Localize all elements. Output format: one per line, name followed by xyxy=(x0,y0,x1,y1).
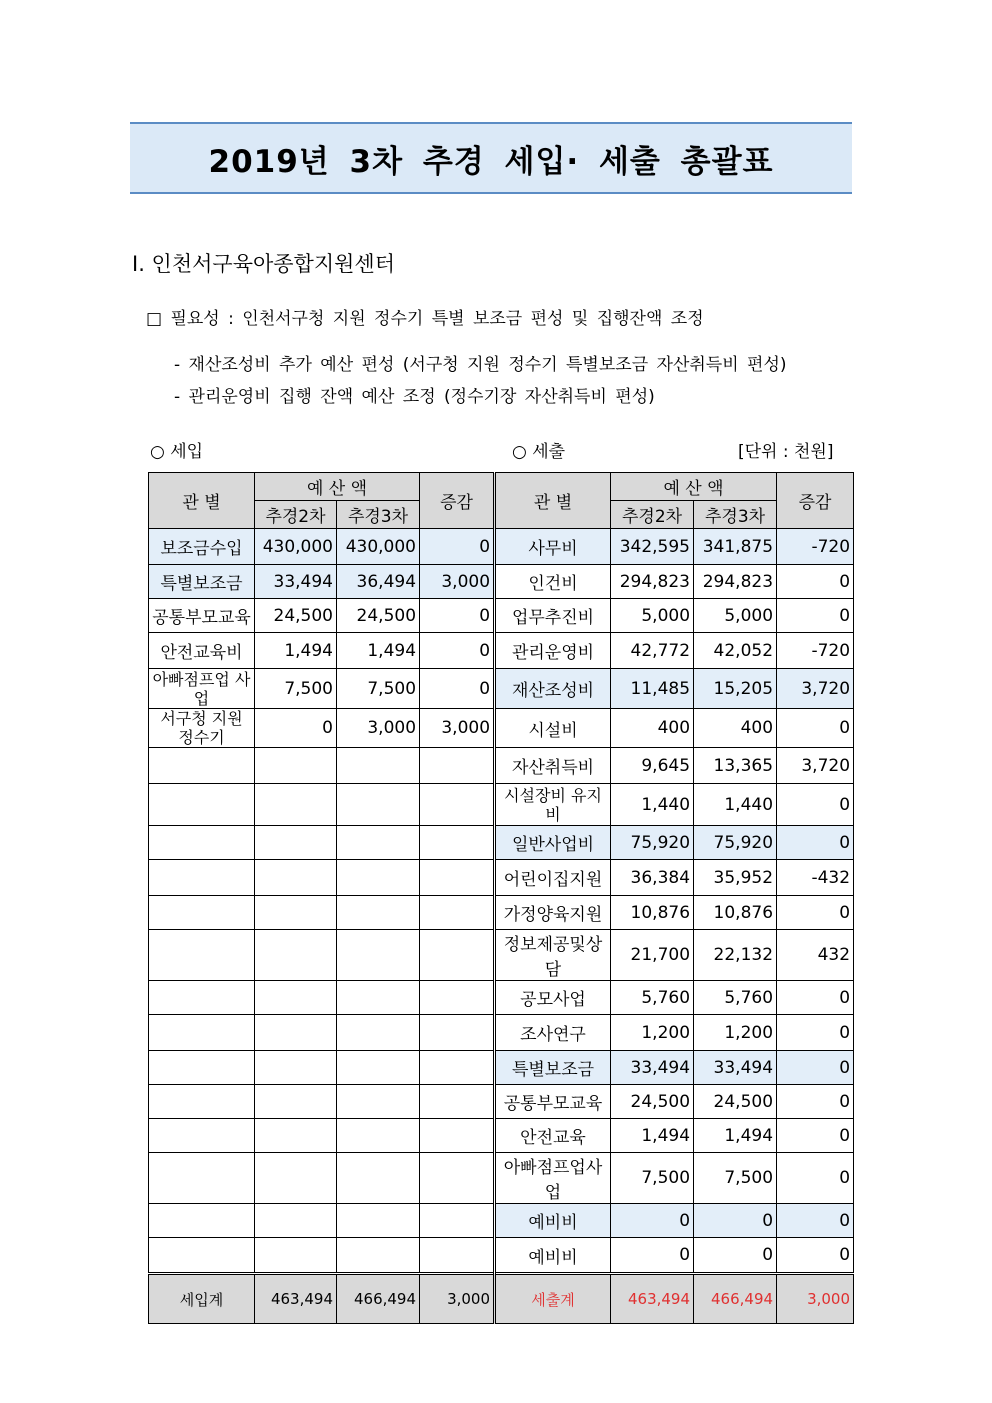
expense-value-3: 33,494 xyxy=(694,1051,777,1085)
income-item-name xyxy=(149,1204,255,1238)
income-total-name: 세입계 xyxy=(149,1274,255,1324)
income-change-header: 증감 xyxy=(420,473,495,529)
income-value-3: 3,000 xyxy=(337,709,420,748)
income-value-2 xyxy=(255,896,337,930)
income-change xyxy=(420,1051,495,1085)
income-value-3 xyxy=(337,896,420,930)
expense-item-name: 특별보조금 xyxy=(495,1051,611,1085)
expense-item-name: 정보제공및상담 xyxy=(495,930,611,981)
income-change: 3,000 xyxy=(420,709,495,748)
expense-value-3: 13,365 xyxy=(694,748,777,784)
expense-value-3: 400 xyxy=(694,709,777,748)
expense-item-name: 어린이집지원 xyxy=(495,860,611,896)
income-change xyxy=(420,1153,495,1204)
expense-item-name: 예비비 xyxy=(495,1238,611,1274)
income-item-name: 특별보조금 xyxy=(149,565,255,599)
income-value-2 xyxy=(255,1085,337,1119)
income-value-2 xyxy=(255,1238,337,1274)
expense-change: 0 xyxy=(777,784,854,826)
income-change xyxy=(420,748,495,784)
income-value-2 xyxy=(255,748,337,784)
expense-item-name: 재산조성비 xyxy=(495,669,611,709)
expense-item-name: 일반사업비 xyxy=(495,826,611,860)
table-row xyxy=(149,826,854,860)
income-value-2 xyxy=(255,1204,337,1238)
table-row xyxy=(149,896,854,930)
income-change: 0 xyxy=(420,529,495,565)
expense-value-3: 24,500 xyxy=(694,1085,777,1119)
table-row xyxy=(149,748,854,784)
expense-change: 0 xyxy=(777,565,854,599)
expense-total-3: 466,494 xyxy=(694,1274,777,1324)
income-value-3: 430,000 xyxy=(337,529,420,565)
page-title: 2019년 3차 추경 세입· 세출 총괄표 xyxy=(208,143,774,180)
expense-value-2: 42,772 xyxy=(611,633,694,669)
income-item-name: 보조금수입 xyxy=(149,529,255,565)
expense-change: 0 xyxy=(777,981,854,1015)
expense-value-3: 42,052 xyxy=(694,633,777,669)
expense-value-2: 342,595 xyxy=(611,529,694,565)
need-statement: □ 필요성 : 인천서구청 지원 정수기 특별 보조금 편성 및 집행잔액 조정 xyxy=(146,309,704,329)
expense-value-2: 294,823 xyxy=(611,565,694,599)
income-value-3 xyxy=(337,860,420,896)
table-row xyxy=(149,860,854,896)
income-item-name: 안전교육비 xyxy=(149,633,255,669)
income-change xyxy=(420,826,495,860)
income-value-3 xyxy=(337,1119,420,1153)
expense-value-2: 11,485 xyxy=(611,669,694,709)
expense-change: -720 xyxy=(777,633,854,669)
income-change: 0 xyxy=(420,669,495,709)
income-change xyxy=(420,1238,495,1274)
expense-value-2: 75,920 xyxy=(611,826,694,860)
expense-budget-header: 예 산 액 xyxy=(611,473,777,501)
expense-value-3: 22,132 xyxy=(694,930,777,981)
income-change: 0 xyxy=(420,633,495,669)
table-row xyxy=(149,529,854,565)
expense-value-3: 5,760 xyxy=(694,981,777,1015)
table-row xyxy=(149,784,854,826)
table-row xyxy=(149,565,854,599)
expense-value-3: 0 xyxy=(694,1238,777,1274)
income-total-2: 463,494 xyxy=(255,1274,337,1324)
income-value-2: 7,500 xyxy=(255,669,337,709)
table-row xyxy=(149,981,854,1015)
income-label: ○ 세입 xyxy=(150,442,204,462)
income-item-name xyxy=(149,896,255,930)
income-value-2: 24,500 xyxy=(255,599,337,633)
expense-col2-header: 추경2차 xyxy=(611,501,694,529)
table-row xyxy=(149,1119,854,1153)
table-row xyxy=(149,669,854,709)
expense-total-name: 세출계 xyxy=(495,1274,611,1324)
expense-change: 0 xyxy=(777,1153,854,1204)
expense-value-3: 5,000 xyxy=(694,599,777,633)
budget-table xyxy=(148,472,854,1324)
income-value-3 xyxy=(337,1015,420,1051)
expense-value-2: 36,384 xyxy=(611,860,694,896)
expense-value-3: 1,440 xyxy=(694,784,777,826)
expense-item-name: 공모사업 xyxy=(495,981,611,1015)
income-value-3 xyxy=(337,1204,420,1238)
income-value-3 xyxy=(337,981,420,1015)
expense-change: 3,720 xyxy=(777,669,854,709)
income-item-name: 공통부모교육 xyxy=(149,599,255,633)
income-value-2 xyxy=(255,1153,337,1204)
expense-change: 0 xyxy=(777,896,854,930)
income-value-3 xyxy=(337,1238,420,1274)
income-col3-header: 추경3차 xyxy=(337,501,420,529)
income-item-name: 서구청 지원 정수기 xyxy=(149,709,255,748)
income-value-3 xyxy=(337,1085,420,1119)
income-value-2 xyxy=(255,1051,337,1085)
expense-value-2: 21,700 xyxy=(611,930,694,981)
expense-value-2: 9,645 xyxy=(611,748,694,784)
expense-item-name: 사무비 xyxy=(495,529,611,565)
bullet-item: - 재산조성비 추가 예산 편성 (서구청 지원 정수기 특별보조금 자산취득비 편성) xyxy=(174,355,787,375)
expense-change: 3,720 xyxy=(777,748,854,784)
expense-change: 432 xyxy=(777,930,854,981)
expense-value-2: 0 xyxy=(611,1204,694,1238)
table-row xyxy=(149,1085,854,1119)
income-change: 0 xyxy=(420,599,495,633)
income-change xyxy=(420,1119,495,1153)
expense-change: 0 xyxy=(777,1238,854,1274)
expense-value-2: 24,500 xyxy=(611,1085,694,1119)
income-item-name xyxy=(149,981,255,1015)
expense-value-3: 294,823 xyxy=(694,565,777,599)
expense-item-name: 예비비 xyxy=(495,1204,611,1238)
income-value-2 xyxy=(255,826,337,860)
expense-change: 0 xyxy=(777,1204,854,1238)
table-row xyxy=(149,1204,854,1238)
income-item-name xyxy=(149,826,255,860)
income-change: 3,000 xyxy=(420,565,495,599)
section-heading: Ⅰ. 인천서구육아종합지원센터 xyxy=(132,252,395,276)
income-total-change: 3,000 xyxy=(420,1274,495,1324)
expense-value-3: 75,920 xyxy=(694,826,777,860)
income-value-3 xyxy=(337,930,420,981)
income-item-name xyxy=(149,784,255,826)
expense-change-header: 증감 xyxy=(777,473,854,529)
expense-item-name: 자산취득비 xyxy=(495,748,611,784)
expense-item-name: 인건비 xyxy=(495,565,611,599)
table-row xyxy=(149,599,854,633)
expense-item-name: 공통부모교육 xyxy=(495,1085,611,1119)
income-item-name xyxy=(149,748,255,784)
expense-value-2: 5,760 xyxy=(611,981,694,1015)
expense-total-2: 463,494 xyxy=(611,1274,694,1324)
income-value-3 xyxy=(337,748,420,784)
expense-change: 0 xyxy=(777,1119,854,1153)
income-value-3 xyxy=(337,784,420,826)
table-row xyxy=(149,1153,854,1204)
table-row xyxy=(149,1238,854,1274)
expense-value-2: 7,500 xyxy=(611,1153,694,1204)
bullet-item: - 관리운영비 집행 잔액 예산 조정 (정수기장 자산취득비 편성) xyxy=(174,387,655,407)
expense-change: 0 xyxy=(777,826,854,860)
income-value-2 xyxy=(255,930,337,981)
income-change xyxy=(420,860,495,896)
income-change xyxy=(420,1085,495,1119)
expense-change: -432 xyxy=(777,860,854,896)
table-row xyxy=(149,930,854,981)
expense-value-2: 1,494 xyxy=(611,1119,694,1153)
income-value-2 xyxy=(255,1015,337,1051)
expense-item-name: 시설장비 유지비 xyxy=(495,784,611,826)
expense-label: ○ 세출 xyxy=(512,442,566,462)
expense-value-2: 33,494 xyxy=(611,1051,694,1085)
income-value-3: 1,494 xyxy=(337,633,420,669)
expense-change: 0 xyxy=(777,1085,854,1119)
expense-value-3: 341,875 xyxy=(694,529,777,565)
expense-value-2: 1,440 xyxy=(611,784,694,826)
income-value-3: 36,494 xyxy=(337,565,420,599)
income-item-name xyxy=(149,1051,255,1085)
expense-item-name: 가정양육지원 xyxy=(495,896,611,930)
expense-item-name: 관리운영비 xyxy=(495,633,611,669)
income-total-3: 466,494 xyxy=(337,1274,420,1324)
income-col2-header: 추경2차 xyxy=(255,501,337,529)
expense-item-name: 아빠점프업사업 xyxy=(495,1153,611,1204)
income-value-2 xyxy=(255,1119,337,1153)
income-value-2 xyxy=(255,981,337,1015)
expense-value-3: 1,200 xyxy=(694,1015,777,1051)
income-value-3: 7,500 xyxy=(337,669,420,709)
expense-value-2: 10,876 xyxy=(611,896,694,930)
expense-category-header: 관 별 xyxy=(495,473,611,529)
expense-value-3: 1,494 xyxy=(694,1119,777,1153)
expense-value-3: 10,876 xyxy=(694,896,777,930)
expense-change: -720 xyxy=(777,529,854,565)
income-value-2: 1,494 xyxy=(255,633,337,669)
income-change xyxy=(420,1015,495,1051)
income-value-3 xyxy=(337,1051,420,1085)
income-value-3 xyxy=(337,826,420,860)
expense-value-2: 1,200 xyxy=(611,1015,694,1051)
income-value-3: 24,500 xyxy=(337,599,420,633)
expense-value-2: 5,000 xyxy=(611,599,694,633)
table-row xyxy=(149,709,854,748)
income-change xyxy=(420,1204,495,1238)
expense-item-name: 안전교육 xyxy=(495,1119,611,1153)
expense-item-name: 시설비 xyxy=(495,709,611,748)
income-item-name xyxy=(149,930,255,981)
income-value-2: 0 xyxy=(255,709,337,748)
income-item-name xyxy=(149,1238,255,1274)
expense-change: 0 xyxy=(777,709,854,748)
income-item-name: 아빠점프업 사업 xyxy=(149,669,255,709)
table-row xyxy=(149,1015,854,1051)
expense-item-name: 조사연구 xyxy=(495,1015,611,1051)
total-row xyxy=(149,1274,854,1324)
expense-value-3: 35,952 xyxy=(694,860,777,896)
income-value-2: 33,494 xyxy=(255,565,337,599)
income-budget-header: 예 산 액 xyxy=(255,473,420,501)
income-item-name xyxy=(149,1119,255,1153)
income-value-3 xyxy=(337,1153,420,1204)
table-row xyxy=(149,633,854,669)
expense-change: 0 xyxy=(777,599,854,633)
expense-change: 0 xyxy=(777,1015,854,1051)
title-banner xyxy=(130,122,852,194)
income-value-2: 430,000 xyxy=(255,529,337,565)
income-item-name xyxy=(149,1153,255,1204)
expense-value-3: 0 xyxy=(694,1204,777,1238)
expense-item-name: 업무추진비 xyxy=(495,599,611,633)
income-item-name xyxy=(149,1015,255,1051)
table-row xyxy=(149,1051,854,1085)
expense-total-change: 3,000 xyxy=(777,1274,854,1324)
expense-col3-header: 추경3차 xyxy=(694,501,777,529)
income-change xyxy=(420,930,495,981)
income-item-name xyxy=(149,860,255,896)
income-value-2 xyxy=(255,784,337,826)
expense-value-3: 7,500 xyxy=(694,1153,777,1204)
income-change xyxy=(420,784,495,826)
expense-value-3: 15,205 xyxy=(694,669,777,709)
expense-change: 0 xyxy=(777,1051,854,1085)
income-change xyxy=(420,896,495,930)
income-item-name xyxy=(149,1085,255,1119)
income-category-header: 관 별 xyxy=(149,473,255,529)
expense-value-2: 0 xyxy=(611,1238,694,1274)
income-change xyxy=(420,981,495,1015)
unit-label: [단위 : 천원] xyxy=(738,442,834,462)
expense-value-2: 400 xyxy=(611,709,694,748)
income-value-2 xyxy=(255,860,337,896)
